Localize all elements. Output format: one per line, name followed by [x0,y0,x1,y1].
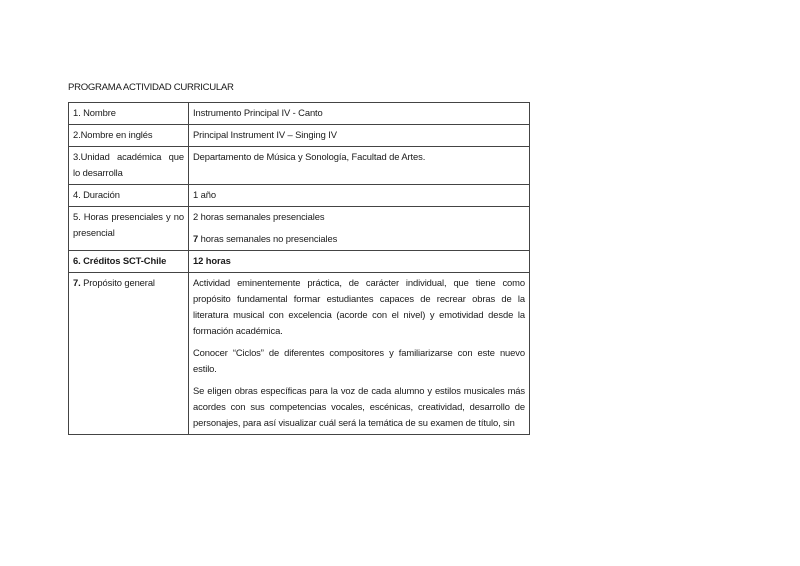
table-row-creditos [69,251,530,273]
nombre-value: Instrumento Principal IV - Canto [189,103,530,125]
proposito-paragraph-3: Se eligen obras específicas para la voz de cada alumno y estilos musicales más acordes con sus competencias vocales, escénicas, creatividad, desarrollo de personajes, para así visualizar cuál será la temática de su examen de título, sin [193,385,525,428]
horas-no-presencial-number: 7 [193,233,199,244]
unidad-value: Departamento de Música y Sonología, Facultad de Artes. [189,147,530,185]
proposito-paragraph-1: Actividad eminentemente práctica, de carácter individual, que tiene como propósito fundamental formar estudiantes capaces de recrear obras de la literatura musical con excelencia (acorde con el nivel) y emotividad desde la formación académica. [193,277,525,336]
table-row-nombre-ingles [69,125,530,147]
table-row-horas [69,207,530,251]
horas-presencial: 2 horas semanales presenciales [193,211,325,222]
unidad-label: 3.Unidad académica que lo desarrolla [69,147,189,185]
proposito-label-number: 7. [73,277,81,288]
creditos-value: 12 horas [189,251,530,273]
horas-value [189,207,530,251]
table-row-nombre [69,103,530,125]
proposito-value [189,273,530,435]
horas-no-presencial-text: horas semanales no presenciales [198,233,338,244]
duracion-value: 1 año [189,185,530,207]
nombre-ingles-value: Principal Instrument IV – Singing IV [189,125,530,147]
creditos-label: 6. Créditos SCT-Chile [69,251,189,273]
table-row-duracion [69,185,530,207]
proposito-paragraph-2: Conocer “Ciclos” de diferentes compositores y familiarizarse con este nuevo estilo. [193,347,525,374]
horas-no-presencial [193,231,525,247]
program-table [68,102,530,435]
table-row-unidad [69,147,530,185]
nombre-label: 1. Nombre [69,103,189,125]
proposito-label [69,273,189,435]
horas-label: 5. Horas presenciales y no presencial [69,207,189,251]
nombre-ingles-label: 2.Nombre en inglés [69,125,189,147]
table-row-proposito [69,273,530,435]
proposito-label-text: Propósito general [80,277,155,288]
document-title: PROGRAMA ACTIVIDAD CURRICULAR [68,82,234,93]
duracion-label: 4. Duración [69,185,189,207]
